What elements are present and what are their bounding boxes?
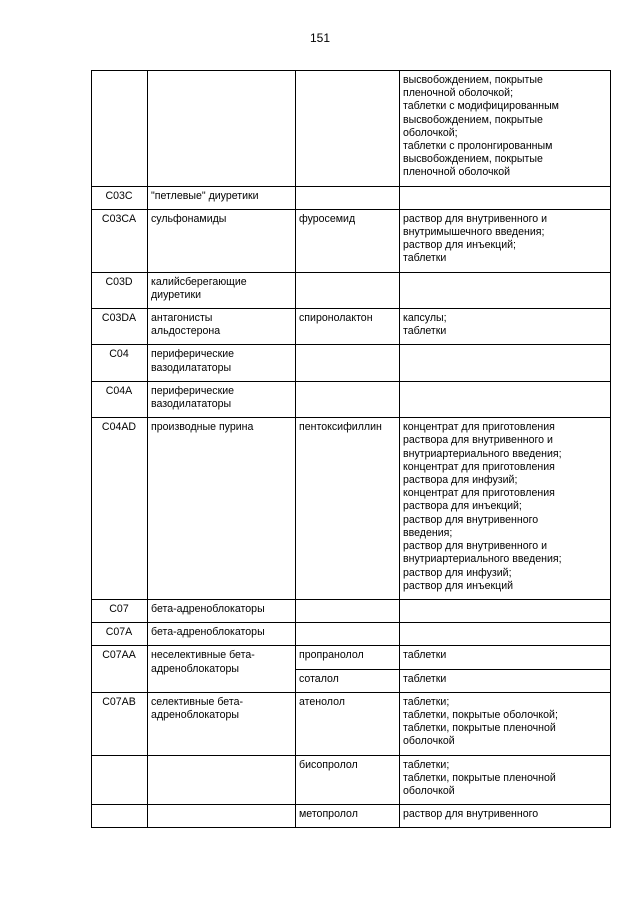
group-name-cell: периферические вазодилататоры [148,345,296,381]
drug-table [91,70,611,828]
drug-name-cell [296,381,400,417]
group-name-cell: селективные бета- адреноблокаторы [148,692,296,755]
group-name-cell [148,805,296,828]
group-name-cell: сульфонамиды [148,209,296,272]
atc-code-cell: C04 [92,345,148,381]
group-name-cell: неселективные бета- адреноблокаторы [148,646,296,692]
drug-name-cell [296,71,400,187]
table-row [92,755,611,805]
atc-code-cell: C03D [92,272,148,308]
drug-name-cell [296,345,400,381]
dosage-forms-cell [400,623,611,646]
dosage-forms-cell: концентрат для приготовления раствора для внутривенного и внутриартериального введения; концентрат для приготовления раствора для инфузий; концентрат для приготовления раствора для инъекций; раствор для внутривенного введения; раствор для внутривенного и внутриартериального введения; раствор для инфузий; раствор для инъекций [400,418,611,600]
drug-name-cell: фуросемид [296,209,400,272]
dosage-forms-cell: таблетки [400,646,611,669]
atc-code-cell [92,71,148,187]
table-row [92,71,611,187]
table-row [92,692,611,755]
atc-code-cell: C07AA [92,646,148,692]
table-row [92,272,611,308]
table-row [92,345,611,381]
group-name-cell: антагонисты альдостерона [148,309,296,345]
dosage-forms-cell: раствор для внутривенного [400,805,611,828]
drug-name-cell: пентоксифиллин [296,418,400,600]
dosage-forms-cell [400,345,611,381]
drug-name-cell: атенолол [296,692,400,755]
group-name-cell: бета-адреноблокаторы [148,623,296,646]
atc-code-cell: C04AD [92,418,148,600]
dosage-forms-cell [400,272,611,308]
atc-code-cell [92,755,148,805]
drug-name-cell: соталол [296,669,400,692]
drug-name-cell: спиронолактон [296,309,400,345]
group-name-cell: периферические вазодилататоры [148,381,296,417]
drug-name-cell [296,272,400,308]
group-name-cell: калийсберегающие диуретики [148,272,296,308]
table-row [92,805,611,828]
dosage-forms-cell: таблетки; таблетки, покрытые пленочной оболочкой [400,755,611,805]
atc-code-cell: C07A [92,623,148,646]
group-name-cell [148,71,296,187]
drug-name-cell: пропранолол [296,646,400,669]
table-row [92,309,611,345]
dosage-forms-cell [400,186,611,209]
atc-code-cell [92,805,148,828]
table-row [92,418,611,600]
group-name-cell: "петлевые" диуретики [148,186,296,209]
dosage-forms-cell: раствор для внутривенного и внутримышечного введения; раствор для инъекций; таблетки [400,209,611,272]
table-row [92,186,611,209]
group-name-cell [148,755,296,805]
group-name-cell: производные пурина [148,418,296,600]
dosage-forms-cell [400,599,611,622]
atc-code-cell: C03DA [92,309,148,345]
dosage-forms-cell [400,381,611,417]
atc-code-cell: C07 [92,599,148,622]
drug-name-cell [296,623,400,646]
atc-code-cell: C03C [92,186,148,209]
table-row [92,381,611,417]
table-row [92,646,611,669]
atc-code-cell: C03CA [92,209,148,272]
dosage-forms-cell: таблетки; таблетки, покрытые оболочкой; таблетки, покрытые пленочной оболочкой [400,692,611,755]
table-row [92,209,611,272]
dosage-forms-cell: высвобождением, покрытые пленочной оболочкой; таблетки с модифицированным высвобождением, покрытые оболочкой; таблетки с пролонгированным высвобождением, покрытые пленочной оболочкой [400,71,611,187]
dosage-forms-cell: таблетки [400,669,611,692]
page-number: 151 [309,31,331,45]
atc-code-cell: C04A [92,381,148,417]
dosage-forms-cell: капсулы; таблетки [400,309,611,345]
drug-name-cell: бисопролол [296,755,400,805]
table-row [92,599,611,622]
table-row [92,623,611,646]
group-name-cell: бета-адреноблокаторы [148,599,296,622]
drug-name-cell [296,186,400,209]
atc-code-cell: C07AB [92,692,148,755]
drug-name-cell [296,599,400,622]
drug-name-cell: метопролол [296,805,400,828]
